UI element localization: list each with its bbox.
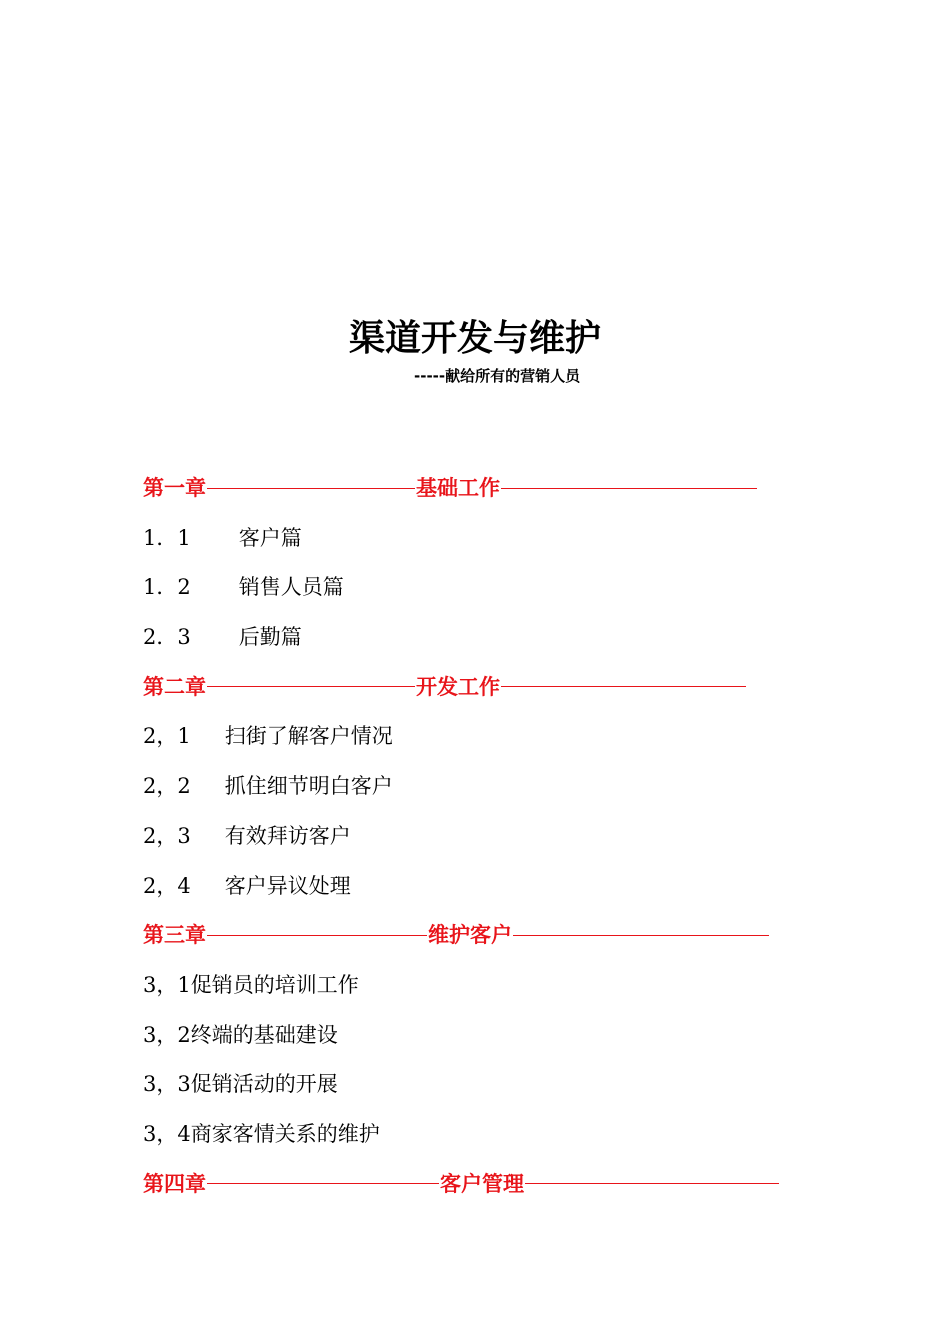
- toc-item: [143, 718, 823, 768]
- toc-chapter-4: [143, 1166, 823, 1216]
- toc-item-number: 3，1: [143, 972, 191, 997]
- toc-item: [143, 619, 823, 669]
- toc-item-label: 抓住细节明白客户: [224, 774, 393, 799]
- leader-line: [207, 935, 427, 936]
- toc-item: [143, 1066, 823, 1116]
- leader-line: [501, 686, 746, 687]
- toc-item: [143, 768, 823, 818]
- table-of-contents: [143, 470, 823, 1215]
- leader-line: [525, 1183, 779, 1184]
- toc-item: [143, 1116, 823, 1166]
- toc-item: [143, 520, 823, 570]
- toc-item-number: 3，3: [143, 1072, 191, 1097]
- leader-line: [207, 1183, 439, 1184]
- toc-item-label: 商家客情关系的维护: [190, 1121, 380, 1146]
- leader-line: [513, 935, 769, 936]
- toc-chapter-1: [143, 470, 823, 520]
- chapter-3-name: 维护客户: [428, 923, 512, 948]
- toc-item-number: 2，1: [143, 724, 191, 749]
- toc-item-number: 2．3: [143, 625, 191, 650]
- toc-item: [143, 569, 823, 619]
- document-title: 渠道开发与维护: [348, 318, 601, 359]
- toc-item-label: 客户篇: [238, 525, 302, 550]
- toc-chapter-3: [143, 917, 823, 967]
- toc-item-label: 销售人员篇: [238, 575, 344, 600]
- chapter-1-name: 基础工作: [416, 476, 500, 500]
- toc-item: [143, 1017, 823, 1067]
- toc-item-number: 2，3: [143, 823, 191, 848]
- toc-item: [143, 967, 823, 1017]
- toc-item-label: 终端的基础建设: [190, 1022, 338, 1047]
- toc-item: [143, 818, 823, 868]
- chapter-2-prefix: 第二章: [143, 674, 206, 699]
- chapter-4-prefix: 第四章: [143, 1171, 206, 1196]
- toc-item-number: 1．1: [143, 525, 191, 550]
- leader-line: [207, 488, 415, 489]
- toc-item-label: 有效拜访客户: [224, 823, 351, 848]
- toc-chapter-2: [143, 669, 823, 719]
- chapter-1-prefix: 第一章: [143, 476, 206, 500]
- toc-item-number: 1．2: [143, 575, 191, 600]
- toc-item-label: 扫街了解客户情况: [224, 724, 393, 749]
- toc-item-number: 3，4: [143, 1121, 191, 1146]
- document-subtitle: -----献给所有的营销人员: [414, 367, 581, 385]
- toc-item-number: 2，4: [143, 873, 191, 898]
- chapter-4-name: 客户管理: [440, 1171, 524, 1196]
- leader-line: [501, 488, 757, 489]
- toc-item-label: 客户异议处理: [224, 873, 351, 898]
- toc-item-label: 后勤篇: [238, 625, 302, 650]
- toc-item-number: 3，2: [143, 1022, 191, 1047]
- chapter-2-name: 开发工作: [416, 674, 500, 699]
- toc-item: [143, 868, 823, 918]
- leader-line: [207, 686, 415, 687]
- toc-item-label: 促销活动的开展: [190, 1072, 338, 1097]
- toc-item-label: 促销员的培训工作: [190, 972, 359, 997]
- toc-item-number: 2，2: [143, 774, 191, 799]
- chapter-3-prefix: 第三章: [143, 923, 206, 948]
